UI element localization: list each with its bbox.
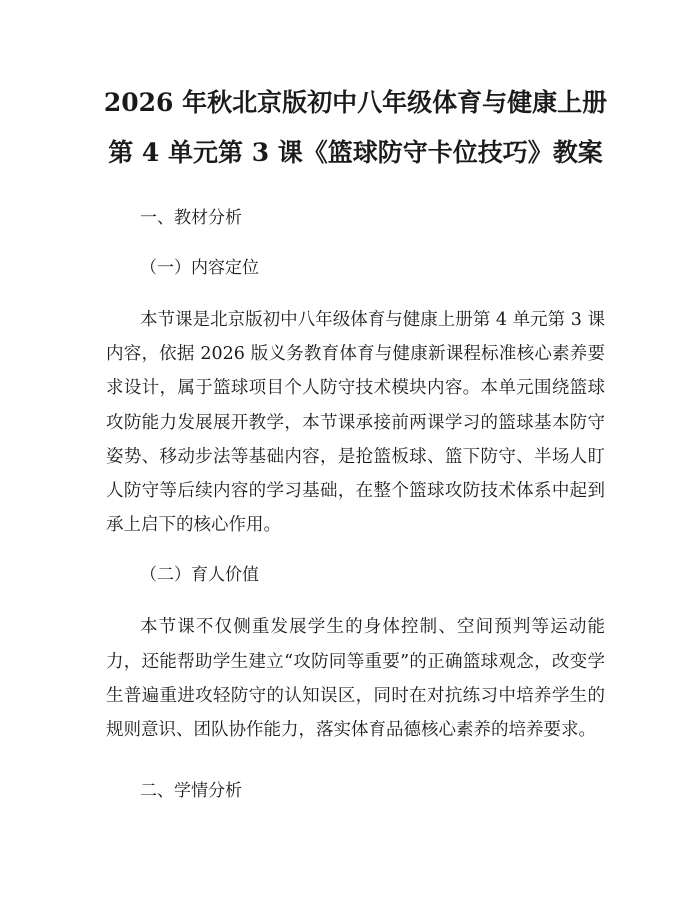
paragraph-educational-value: 本节课不仅侧重发展学生的身体控制、空间预判等运动能力，还能帮助学生建立“攻防同等重要”的正确篮球观念，改变学生普遍重进攻轻防守的认知误区，同时在对抗练习中培养学生的规则意识、团队协作能力，落实体育品德核心素养的培养要求。 xyxy=(106,617,605,741)
paragraph-content-positioning: 本节课是北京版初中八年级体育与健康上册第 4 单元第 3 课内容，依据 2026 版义务教育体育与健康新课程标准核心素养要求设计，属于篮球项目个人防守技术模块内容。本单元围绕篮球攻防能力发展展开教学，本节课承接前两课学习的篮球基本防守姿势、移动步法等基础内容，是抢篮板球、篮下防守、半场人盯人防守等后续内容的学习基础，在整个篮球攻防技术体系中起到承上启下的核心作用。 xyxy=(106,310,605,536)
document-title-line-1: 2026 年秋北京版初中八年级体育与健康上册 xyxy=(103,88,608,117)
subsection-heading-content-positioning: （一）内容定位 xyxy=(140,258,259,278)
subsection-heading-educational-value: （二）育人价值 xyxy=(140,565,259,586)
section-heading-student-analysis: 二、学情分析 xyxy=(140,781,242,802)
title-block xyxy=(98,0,613,178)
document-title-line-2: 第 4 单元第 3 课《篮球防守卡位技巧》教案 xyxy=(108,138,603,167)
section-heading-textbook-analysis: 一、教材分析 xyxy=(140,208,242,228)
